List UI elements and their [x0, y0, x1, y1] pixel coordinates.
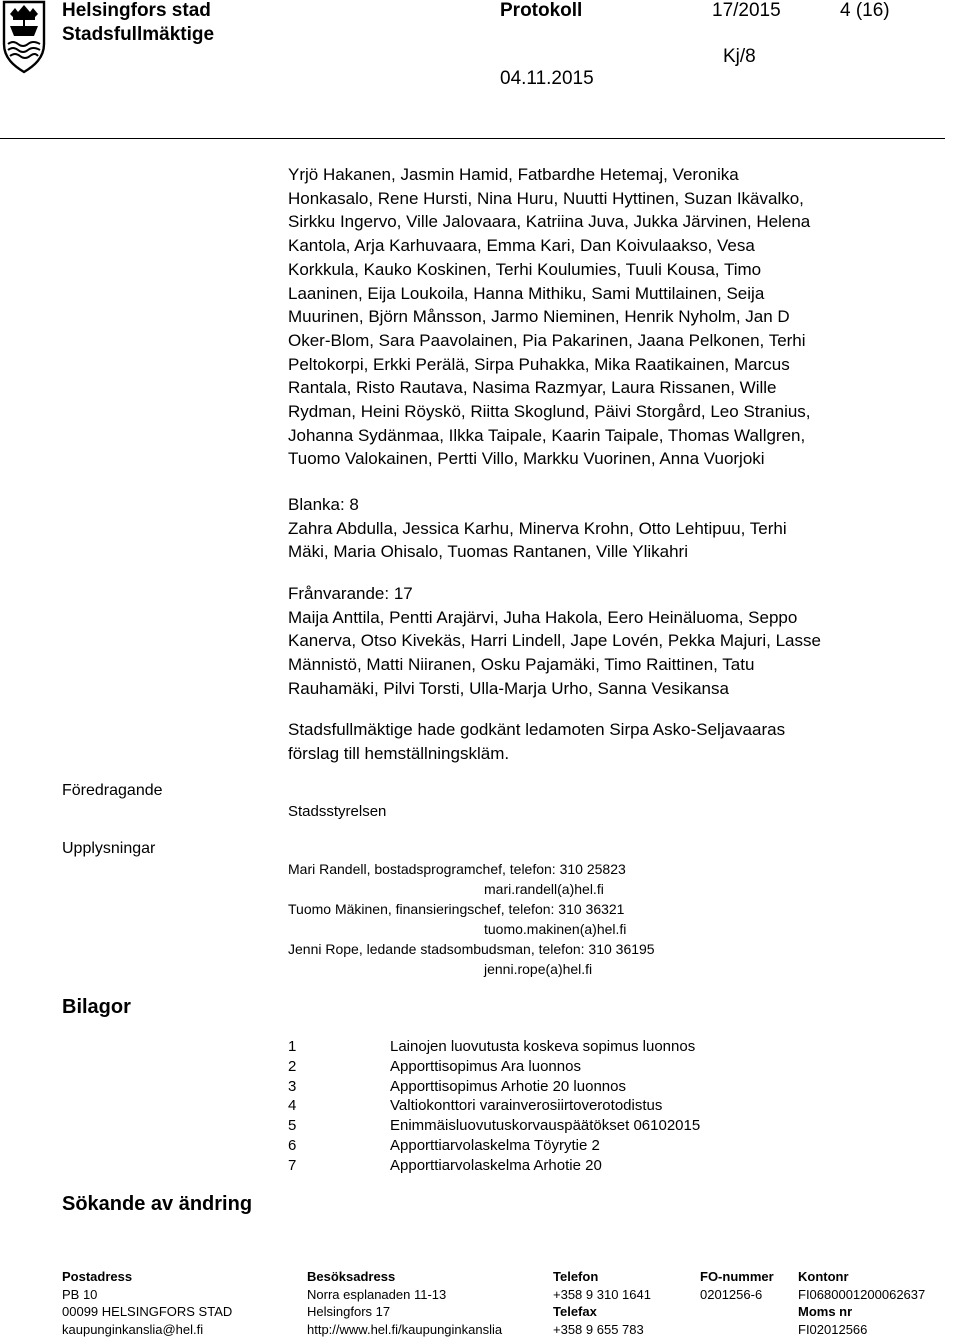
footer-visit [307, 1268, 502, 1338]
text-line: Rantala, Risto Rautava, Nasima Razmyar, Laura Rissanen, Wille [288, 376, 938, 400]
appeal-label: Sökande av ändring [62, 1193, 252, 1216]
attachment-item[interactable]: 6 Apporttiarvolaskelma Töyrytie 2 [288, 1136, 700, 1156]
attachments-list [288, 1037, 700, 1176]
text-line: Rauhamäki, Pilvi Torsti, Ulla-Marja Urho, Sanna Vesikansa [288, 677, 938, 701]
footer-text: +358 9 655 783 [553, 1321, 651, 1338]
attachment-item[interactable]: 7 Apporttiarvolaskelma Arhotie 20 [288, 1156, 700, 1176]
footer-label: FO-nummer [700, 1268, 774, 1286]
footer-email[interactable]: kaupunginkanslia@hel.fi [62, 1321, 232, 1338]
text-line: Johanna Sydänmaa, Ilkka Taipale, Kaarin Taipale, Thomas Wallgren, [288, 424, 938, 448]
contact-line: Tuomo Mäkinen, finansieringschef, telefon: 310 36321 [288, 901, 624, 917]
attachment-item[interactable]: 1 Lainojen luovutusta koskeva sopimus luonnos [288, 1037, 700, 1057]
text-line: Yrjö Hakanen, Jasmin Hamid, Fatbardhe Hetemaj, Veronika [288, 163, 938, 187]
info-label: Upplysningar [62, 840, 155, 858]
text-line: Laaninen, Eija Loukoila, Hanna Mithiku, Sami Muttilainen, Seija [288, 282, 938, 306]
meeting-date: 04.11.2015 [500, 68, 594, 90]
footer-label: Telefax [553, 1303, 651, 1321]
section-number: Kj/8 [723, 46, 756, 68]
helsinki-coat-of-arms-icon [2, 0, 46, 74]
footer-link[interactable]: http://www.hel.fi/kaupunginkanslia [307, 1321, 502, 1338]
doc-number: 17/2015 [712, 0, 781, 22]
text-line: Tuomo Valokainen, Pertti Villo, Markku Vuorinen, Anna Vuorjoki [288, 447, 938, 471]
footer-text: +358 9 310 1641 [553, 1286, 651, 1304]
footer-account [798, 1268, 925, 1338]
org-name: Helsingfors stad [62, 0, 211, 22]
page-number: 4 (16) [840, 0, 890, 22]
text-line: Kantola, Arja Karhuvaara, Emma Kari, Dan Koivulaakso, Vesa [288, 234, 938, 258]
footer-fo [700, 1268, 774, 1303]
contact-line: Jenni Rope, ledande stadsombudsman, telefon: 310 36195 [288, 941, 655, 957]
text-line: förslag till hemställningskläm. [288, 742, 938, 766]
present-members [288, 163, 938, 471]
text-line: Mäki, Maria Ohisalo, Tuomas Rantanen, Ville Ylikahri [288, 540, 938, 564]
text-line: Oker-Blom, Sara Paavolainen, Pia Pakarinen, Jaana Pelkonen, Terhi [288, 329, 938, 353]
decision-text [288, 718, 938, 765]
text-line: Maija Anttila, Pentti Arajärvi, Juha Hakola, Eero Heinäluoma, Seppo [288, 606, 938, 630]
footer-text: 00099 HELSINGFORS STAD [62, 1303, 232, 1321]
footer-text: FI0680001200062637 [798, 1286, 925, 1304]
attachment-item[interactable]: 2 Apporttisopimus Ara luonnos [288, 1057, 700, 1077]
text-line: Honkasalo, Rene Hursti, Nina Huru, Nuutti Hyttinen, Suzan Ikävalko, [288, 187, 938, 211]
absent-members [288, 582, 938, 701]
contact-email: tuomo.makinen(a)hel.fi [484, 921, 626, 937]
footer-label: Telefon [553, 1268, 651, 1286]
footer-text: Norra esplanaden 11-13 [307, 1286, 502, 1304]
text-line: Peltokorpi, Erkki Perälä, Sirpa Puhakka, Mika Raatikainen, Marcus [288, 353, 938, 377]
body-name: Stadsfullmäktige [62, 24, 214, 46]
presenter-value: Stadsstyrelsen [288, 803, 386, 820]
text-line: Sirkku Ingervo, Ville Jalovaara, Katriina Juva, Jukka Järvinen, Helena [288, 210, 938, 234]
attachments-label: Bilagor [62, 996, 131, 1019]
presenter-label: Föredragande [62, 782, 163, 800]
text-line: Zahra Abdulla, Jessica Karhu, Minerva Krohn, Otto Lehtipuu, Terhi [288, 517, 938, 541]
header-divider [0, 138, 945, 139]
attachment-item[interactable]: 4 Valtiokonttori varainverosiirtoverotodistus [288, 1096, 700, 1116]
footer-text: Helsingfors 17 [307, 1303, 502, 1321]
text-line: Korkkula, Kauko Koskinen, Terhi Koulumies, Tuuli Kousa, Timo [288, 258, 938, 282]
contact-line: Mari Randell, bostadsprogramchef, telefon: 310 25823 [288, 861, 626, 877]
blank-heading: Blanka: 8 [288, 493, 938, 517]
contact-email: jenni.rope(a)hel.fi [484, 961, 592, 977]
footer-postal [62, 1268, 232, 1338]
logo [2, 0, 46, 74]
text-line: Männistö, Matti Niiranen, Osku Pajamäki, Timo Raittinen, Tatu [288, 653, 938, 677]
footer-text: FI02012566 [798, 1321, 925, 1338]
footer-text: 0201256-6 [700, 1286, 774, 1304]
attachment-item[interactable]: 3 Apporttisopimus Arhotie 20 luonnos [288, 1077, 700, 1097]
text-line: Rydman, Heini Röyskö, Riitta Skoglund, Päivi Storgård, Leo Stranius, [288, 400, 938, 424]
text-line: Muurinen, Björn Månsson, Jarmo Nieminen, Henrik Nyholm, Jan D [288, 305, 938, 329]
text-line: Stadsfullmäktige hade godkänt ledamoten Sirpa Asko-Seljavaaras [288, 718, 938, 742]
footer-phone [553, 1268, 651, 1338]
footer-label: Postadress [62, 1268, 232, 1286]
footer-label: Kontonr [798, 1268, 925, 1286]
doc-type: Protokoll [500, 0, 582, 22]
footer-label: Besöksadress [307, 1268, 502, 1286]
blank-votes [288, 493, 938, 564]
text-line: Kanerva, Otso Kivekäs, Harri Lindell, Jape Lovén, Pekka Majuri, Lasse [288, 629, 938, 653]
footer-label: Moms nr [798, 1303, 925, 1321]
absent-heading: Frånvarande: 17 [288, 582, 938, 606]
footer-text: PB 10 [62, 1286, 232, 1304]
attachment-item[interactable]: 5 Enimmäisluovutuskorvauspäätökset 06102015 [288, 1116, 700, 1136]
contact-email: mari.randell(a)hel.fi [484, 881, 604, 897]
